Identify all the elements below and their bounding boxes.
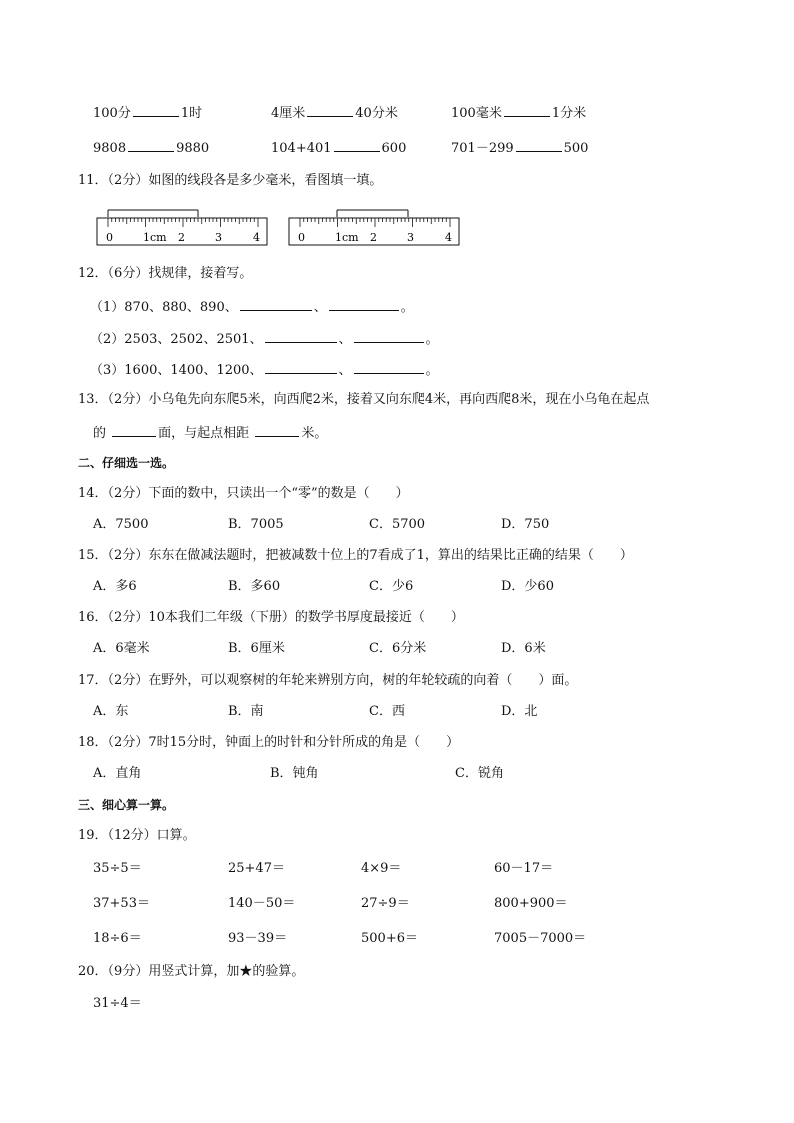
compare-item: 100分 1时	[93, 106, 203, 121]
math-item: 800+900＝	[494, 896, 568, 911]
compare-item: 701－299 500	[451, 141, 589, 156]
option-b[interactable]: B．6厘米	[228, 641, 285, 656]
compare-item: 100毫米 1分米	[451, 106, 587, 121]
option-a[interactable]: A．7500	[93, 517, 149, 532]
ruler-label: 1cm	[143, 231, 167, 244]
pattern-item-3: （3）1600、1400、1200、 、 。	[90, 363, 439, 378]
ruler-label: 1cm	[335, 231, 359, 244]
compare-item: 9808 9880	[93, 141, 210, 156]
ruler-label: 0	[106, 231, 113, 244]
option-a[interactable]: A．6毫米	[93, 641, 150, 656]
math-item: 31÷4＝	[93, 996, 142, 1011]
math-item: 500+6＝	[361, 931, 418, 946]
ruler-2	[288, 205, 460, 247]
question-16: 16．（2分）10本我们二年级（下册）的数学书厚度最接近（ ）	[78, 610, 464, 625]
math-item: 35÷5＝	[93, 861, 142, 876]
math-item: 140－50＝	[228, 896, 296, 911]
pattern-item-1: （1）870、880、890、 、 。	[90, 300, 414, 315]
question-13-line-2: 的 面，与起点相距 米。	[93, 426, 328, 441]
question-19: 19．（12分）口算。	[78, 828, 196, 843]
math-item: 93－39＝	[228, 931, 288, 946]
compare-item: 4厘米 40分米	[271, 106, 398, 121]
answer-blank[interactable]	[516, 139, 562, 152]
ruler-label: 3	[215, 231, 222, 244]
question-14: 14．（2分）下面的数中，只读出一个“零”的数是（ ）	[78, 486, 409, 501]
answer-blank[interactable]	[307, 104, 353, 117]
option-d[interactable]: D．750	[501, 517, 550, 532]
question-13-line-1: 13．（2分）小乌龟先向东爬5米，向西爬2米，接着又向东爬4米，再向西爬8米，现在小乌龟在起点	[78, 392, 650, 407]
answer-blank[interactable]	[128, 139, 174, 152]
option-c[interactable]: C．西	[369, 704, 405, 719]
question-20: 20．（9分）用竖式计算，加★的验算。	[78, 964, 305, 979]
option-a[interactable]: A．直角	[93, 766, 142, 781]
answer-blank[interactable]	[255, 424, 299, 437]
section-title: 三、细心算一算。	[78, 798, 175, 812]
option-c[interactable]: C．6分米	[369, 641, 427, 656]
compare-item: 104+401 600	[271, 141, 407, 156]
answer-blank[interactable]	[354, 330, 424, 343]
option-c[interactable]: C．少6	[369, 579, 414, 594]
math-item: 7005－7000＝	[494, 931, 587, 946]
math-item: 25+47＝	[228, 861, 285, 876]
option-b[interactable]: B．7005	[228, 517, 284, 532]
answer-blank[interactable]	[240, 298, 312, 311]
ruler-label: 0	[298, 231, 305, 244]
math-item: 18÷6＝	[93, 931, 142, 946]
math-item: 60－17＝	[494, 861, 554, 876]
option-b[interactable]: B．钝角	[270, 766, 319, 781]
option-a[interactable]: A．多6	[93, 579, 137, 594]
ruler-1	[96, 205, 268, 247]
answer-blank[interactable]	[265, 330, 337, 343]
answer-blank[interactable]	[133, 104, 179, 117]
ruler-label: 4	[445, 231, 452, 244]
math-item: 37+53＝	[93, 896, 150, 911]
answer-blank[interactable]	[265, 361, 337, 374]
ruler-label: 3	[407, 231, 414, 244]
question-11: 11．（2分）如图的线段各是多少毫米，看图填一填。	[78, 173, 383, 188]
ruler-label: 2	[178, 231, 185, 244]
ruler-label: 2	[370, 231, 377, 244]
option-d[interactable]: D．北	[501, 704, 538, 719]
question-12: 12．（6分）找规律，接着写。	[78, 266, 253, 281]
option-c[interactable]: C．锐角	[455, 766, 504, 781]
answer-blank[interactable]	[504, 104, 550, 117]
math-item: 27÷9＝	[361, 896, 410, 911]
question-18: 18．（2分）7时15分时，钟面上的时针和分针所成的角是（ ）	[78, 735, 460, 750]
answer-blank[interactable]	[354, 361, 424, 374]
option-b[interactable]: B．南	[228, 704, 264, 719]
pattern-item-2: （2）2503、2502、2501、 、 。	[90, 332, 439, 347]
option-a[interactable]: A．东	[93, 704, 129, 719]
question-17: 17．（2分）在野外，可以观察树的年轮来辨别方向，树的年轮较疏的向着（ ）面。	[78, 673, 578, 688]
question-15: 15．（2分）东东在做减法题时，把被减数十位上的7看成了1，算出的结果比正确的结果（ ）	[78, 548, 633, 563]
answer-blank[interactable]	[112, 424, 156, 437]
section-title: 二、仔细选一选。	[78, 456, 175, 470]
math-item: 4×9＝	[361, 861, 402, 876]
option-b[interactable]: B．多60	[228, 579, 281, 594]
option-d[interactable]: D．少60	[501, 579, 554, 594]
ruler-label: 4	[253, 231, 260, 244]
option-d[interactable]: D．6米	[501, 641, 546, 656]
answer-blank[interactable]	[334, 139, 380, 152]
option-c[interactable]: C．5700	[369, 517, 426, 532]
answer-blank[interactable]	[329, 298, 399, 311]
